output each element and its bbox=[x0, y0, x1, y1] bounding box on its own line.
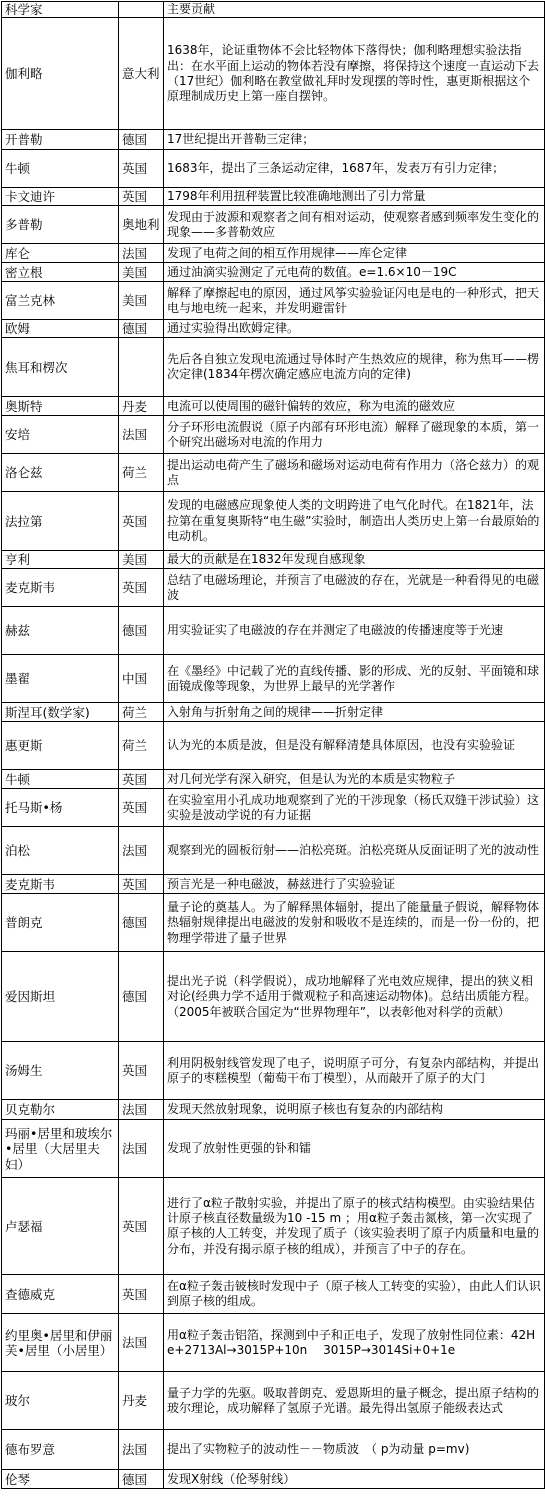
country-cell: 法国 bbox=[119, 1100, 164, 1120]
table-row bbox=[2, 1275, 545, 1314]
scientist-name-cell: 库仑 bbox=[2, 244, 119, 263]
country-cell: 英国 bbox=[119, 1275, 164, 1314]
contribution-cell: 预言光是一种电磁波，赫兹进行了实验验证 bbox=[164, 875, 545, 894]
scientist-name-cell: 法拉第 bbox=[2, 492, 119, 551]
table-row bbox=[2, 1120, 545, 1178]
table-row bbox=[2, 1042, 545, 1100]
table-row bbox=[2, 1178, 545, 1275]
scientist-name-cell: 奥斯特 bbox=[2, 397, 119, 416]
table-row bbox=[2, 130, 545, 150]
scientist-name-cell: 爱因斯坦 bbox=[2, 952, 119, 1042]
table-row bbox=[2, 416, 545, 454]
contribution-cell: 发现的电磁感应现象使人类的文明跨进了电气化时代。在1821年，法拉第在重复奥斯特“电生磁”实验时，制造出人类历史上第一台最原始的电动机。 bbox=[164, 492, 545, 551]
contribution-cell: 用α粒子轰击铝箔，探测到中子和正电子，发现了放射性同位素：42He+2713Al→3015P+10n 3015P→3014Si+0+1e bbox=[164, 1314, 545, 1372]
contribution-cell: 发现X射线（伦琴射线） bbox=[164, 1470, 545, 1489]
table-row bbox=[2, 150, 545, 188]
scientist-name-cell: 德布罗意 bbox=[2, 1430, 119, 1470]
contribution-cell: 发现了电荷之间的相互作用规律——库仑定律 bbox=[164, 244, 545, 263]
contribution-cell: 入射角与折射角之间的规律——折射定律 bbox=[164, 703, 545, 722]
country-cell: 英国 bbox=[119, 150, 164, 188]
scientist-name-cell: 麦克斯韦 bbox=[2, 569, 119, 607]
country-cell: 荷兰 bbox=[119, 454, 164, 492]
country-cell: 法国 bbox=[119, 416, 164, 454]
country-cell: 英国 bbox=[119, 770, 164, 789]
country-cell: 德国 bbox=[119, 1470, 164, 1489]
header-country bbox=[119, 2, 164, 18]
scientist-name-cell: 惠更斯 bbox=[2, 722, 119, 770]
scientist-name-cell: 多普勒 bbox=[2, 206, 119, 244]
contribution-cell: 量子论的奠基人。为了解释黑体辐射，提出了能量量子假说，解释物体热辐射规律提出电磁波的发射和吸收不是连续的，而是一份一份的，把物理学带进了量子世界 bbox=[164, 894, 545, 952]
contribution-cell: 在α粒子轰击铍核时发现中子（原子核人工转变的实验），由此人们认识到原子核的组成。 bbox=[164, 1275, 545, 1314]
scientist-name-cell: 麦克斯韦 bbox=[2, 875, 119, 894]
scientist-name-cell: 牛顿 bbox=[2, 150, 119, 188]
contribution-cell: 认为光的本质是波，但是没有解释清楚具体原因，也没有实验验证 bbox=[164, 722, 545, 770]
scientist-name-cell: 开普勒 bbox=[2, 130, 119, 150]
contribution-cell: 17世纪提出开普勒三定律； bbox=[164, 130, 545, 150]
table-row bbox=[2, 454, 545, 492]
country-cell: 英国 bbox=[119, 188, 164, 206]
scientist-name-cell: 玛丽•居里和玻埃尔•居里（大居里夫妇） bbox=[2, 1120, 119, 1178]
contribution-cell: 分子环形电流假说（原子内部有环形电流）解释了磁现象的本质，第一个研究出磁场对电流的作用力 bbox=[164, 416, 545, 454]
table-row bbox=[2, 770, 545, 789]
table-row bbox=[2, 722, 545, 770]
country-cell: 奥地利 bbox=[119, 206, 164, 244]
scientist-name-cell: 约里奥•居里和伊丽芙•居里（小居里） bbox=[2, 1314, 119, 1372]
contribution-cell: 通过油滴实验测定了元电荷的数值。e=1.6×10－19C bbox=[164, 263, 545, 282]
scientist-name-cell: 贝克勒尔 bbox=[2, 1100, 119, 1120]
country-cell: 法国 bbox=[119, 244, 164, 263]
country-cell: 丹麦 bbox=[119, 397, 164, 416]
scientist-name-cell: 托马斯•杨 bbox=[2, 789, 119, 827]
table-row bbox=[2, 551, 545, 569]
scientist-name-cell: 查德威克 bbox=[2, 1275, 119, 1314]
scientist-name-cell: 伽利略 bbox=[2, 18, 119, 130]
country-cell: 中国 bbox=[119, 655, 164, 703]
country-cell: 美国 bbox=[119, 551, 164, 569]
table-row bbox=[2, 18, 545, 130]
contribution-cell: 用实验证实了电磁波的存在并测定了电磁波的传播速度等于光速 bbox=[164, 607, 545, 655]
table-row bbox=[2, 397, 545, 416]
contribution-cell: 最大的贡献是在1832年发现自感现象 bbox=[164, 551, 545, 569]
scientist-name-cell: 亨利 bbox=[2, 551, 119, 569]
country-cell: 英国 bbox=[119, 1178, 164, 1275]
country-cell: 英国 bbox=[119, 569, 164, 607]
contribution-cell: 发现由于波源和观察者之间有相对运动，使观察者感到频率发生变化的现象——多普勒效应 bbox=[164, 206, 545, 244]
contribution-cell: 通过实验得出欧姆定律。 bbox=[164, 320, 545, 338]
header-row bbox=[2, 2, 545, 18]
table-row bbox=[2, 827, 545, 875]
contribution-cell: 在《墨经》中记载了光的直线传播、影的形成、光的反射、平面镜和球面镜成像等现象，为世界上最早的光学著作 bbox=[164, 655, 545, 703]
contribution-cell: 利用阴极射线管发现了电子，说明原子可分，有复杂内部结构，并提出原子的枣糕模型（葡萄干布丁模型），从而敲开了原子的大门 bbox=[164, 1042, 545, 1100]
scientist-name-cell: 斯涅耳(数学家) bbox=[2, 703, 119, 722]
contribution-cell: 总结了电磁场理论，并预言了电磁波的存在，光就是一种看得见的电磁波 bbox=[164, 569, 545, 607]
scientist-name-cell: 密立根 bbox=[2, 263, 119, 282]
table-row bbox=[2, 1470, 545, 1489]
table-row bbox=[2, 244, 545, 263]
scientist-name-cell: 泊松 bbox=[2, 827, 119, 875]
country-cell: 法国 bbox=[119, 1314, 164, 1372]
table-row bbox=[2, 492, 545, 551]
country-cell: 法国 bbox=[119, 827, 164, 875]
contribution-cell: 先后各自独立发现电流通过导体时产生热效应的规律，称为焦耳——楞次定律(1834年楞次确定感应电流方向的定律) bbox=[164, 338, 545, 397]
contribution-cell: 电流可以使周围的磁针偏转的效应，称为电流的磁效应 bbox=[164, 397, 545, 416]
country-cell: 荷兰 bbox=[119, 703, 164, 722]
country-cell: 德国 bbox=[119, 894, 164, 952]
table-row bbox=[2, 320, 545, 338]
scientist-name-cell: 牛顿 bbox=[2, 770, 119, 789]
table-row bbox=[2, 952, 545, 1042]
table-row bbox=[2, 1430, 545, 1470]
scientist-name-cell: 安培 bbox=[2, 416, 119, 454]
scientists-table bbox=[1, 1, 545, 1489]
scientist-name-cell: 墨翟 bbox=[2, 655, 119, 703]
scientist-name-cell: 卢瑟福 bbox=[2, 1178, 119, 1275]
table-body bbox=[2, 2, 545, 1489]
country-cell: 法国 bbox=[119, 1430, 164, 1470]
contribution-cell: 发现了放射性更强的钋和镭 bbox=[164, 1120, 545, 1178]
scientist-name-cell: 洛仑兹 bbox=[2, 454, 119, 492]
country-cell: 英国 bbox=[119, 875, 164, 894]
contribution-cell: 对几何光学有深入研究，但是认为光的本质是实物粒子 bbox=[164, 770, 545, 789]
country-cell: 德国 bbox=[119, 952, 164, 1042]
contribution-cell: 发现天然放射现象，说明原子核也有复杂的内部结构 bbox=[164, 1100, 545, 1120]
scientist-name-cell: 焦耳和楞次 bbox=[2, 338, 119, 397]
scientist-name-cell: 玻尔 bbox=[2, 1372, 119, 1430]
country-cell: 丹麦 bbox=[119, 1372, 164, 1430]
table-row bbox=[2, 607, 545, 655]
table-row bbox=[2, 282, 545, 320]
country-cell: 荷兰 bbox=[119, 722, 164, 770]
scientist-name-cell: 欧姆 bbox=[2, 320, 119, 338]
contribution-cell: 解释了摩擦起电的原因，通过风筝实验验证闪电是电的一种形式，把天电与地电统一起来，并发明避雷针 bbox=[164, 282, 545, 320]
scientist-name-cell: 普朗克 bbox=[2, 894, 119, 952]
table-row bbox=[2, 1100, 545, 1120]
country-cell: 德国 bbox=[119, 607, 164, 655]
contribution-cell: 量子力学的先驱。吸取普朗克、爱恩斯坦的量子概念，提出原子结构的玻尔理论，成功解释了氢原子光谱。最先得出氢原子能级表达式 bbox=[164, 1372, 545, 1430]
contribution-cell: 进行了α粒子散射实验，并提出了原子的核式结构模型。由实验结果估计原子核直径数量级为10 -15 m ；用α粒子轰击氮核，第一次实现了原子核的人工转变，并发现了质子（该实验表明了原子内质量和电量的分布，并没有揭示原子核的组成），并预言了中子的存在。 bbox=[164, 1178, 545, 1275]
scientist-name-cell: 汤姆生 bbox=[2, 1042, 119, 1100]
table-row bbox=[2, 206, 545, 244]
scientist-name-cell: 赫兹 bbox=[2, 607, 119, 655]
country-cell: 德国 bbox=[119, 130, 164, 150]
country-cell: 美国 bbox=[119, 282, 164, 320]
table-row bbox=[2, 263, 545, 282]
header-scientist: 科学家 bbox=[2, 2, 119, 18]
header-contribution: 主要贡献 bbox=[164, 2, 545, 18]
country-cell: 英国 bbox=[119, 1042, 164, 1100]
contribution-cell: 观察到光的圆板衍射——泊松亮斑。泊松亮斑从反面证明了光的波动性 bbox=[164, 827, 545, 875]
country-cell: 美国 bbox=[119, 263, 164, 282]
country-cell bbox=[119, 338, 164, 397]
country-cell: 法国 bbox=[119, 1120, 164, 1178]
table-row bbox=[2, 875, 545, 894]
table-row bbox=[2, 789, 545, 827]
table-row bbox=[2, 894, 545, 952]
contribution-cell: 1683年，提出了三条运动定律，1687年，发表万有引力定律； bbox=[164, 150, 545, 188]
table-row bbox=[2, 188, 545, 206]
contribution-cell: 1638年，论证重物体不会比轻物体下落得快；伽利略理想实验法指出：在水平面上运动的物体若没有摩擦，将保持这个速度一直运动下去（17世纪）伽利略在教堂做礼拜时发现摆的等时性，惠更斯根据这个原理制成历史上第一座自摆钟。 bbox=[164, 18, 545, 130]
table-row bbox=[2, 1314, 545, 1372]
scientist-name-cell: 卡文迪许 bbox=[2, 188, 119, 206]
table-row bbox=[2, 338, 545, 397]
table-row bbox=[2, 655, 545, 703]
table-row bbox=[2, 569, 545, 607]
country-cell: 英国 bbox=[119, 492, 164, 551]
contribution-cell: 提出光子说（科学假说），成功地解释了光电效应规律，提出的狭义相对论(经典力学不适用于微观粒子和高速运动物体)。总结出质能方程。（2005年被联合国定为“世界物理年”，以表彰他对科学的贡献） bbox=[164, 952, 545, 1042]
contribution-cell: 提出了实物粒子的波动性－－物质波 （ p为动量 p=mv) bbox=[164, 1430, 545, 1470]
country-cell: 英国 bbox=[119, 789, 164, 827]
contribution-cell: 提出运动电荷产生了磁场和磁场对运动电荷有作用力（洛仑兹力）的观点 bbox=[164, 454, 545, 492]
contribution-cell: 1798年利用扭秤装置比较准确地测出了引力常量 bbox=[164, 188, 545, 206]
scientist-name-cell: 富兰克林 bbox=[2, 282, 119, 320]
table-row bbox=[2, 703, 545, 722]
country-cell: 德国 bbox=[119, 320, 164, 338]
country-cell: 意大利 bbox=[119, 18, 164, 130]
contribution-cell: 在实验室用小孔成功地观察到了光的干涉现象（杨氏双缝干涉试验）这实验是波动学说的有力证据 bbox=[164, 789, 545, 827]
table-row bbox=[2, 1372, 545, 1430]
scientist-name-cell: 伦琴 bbox=[2, 1470, 119, 1489]
